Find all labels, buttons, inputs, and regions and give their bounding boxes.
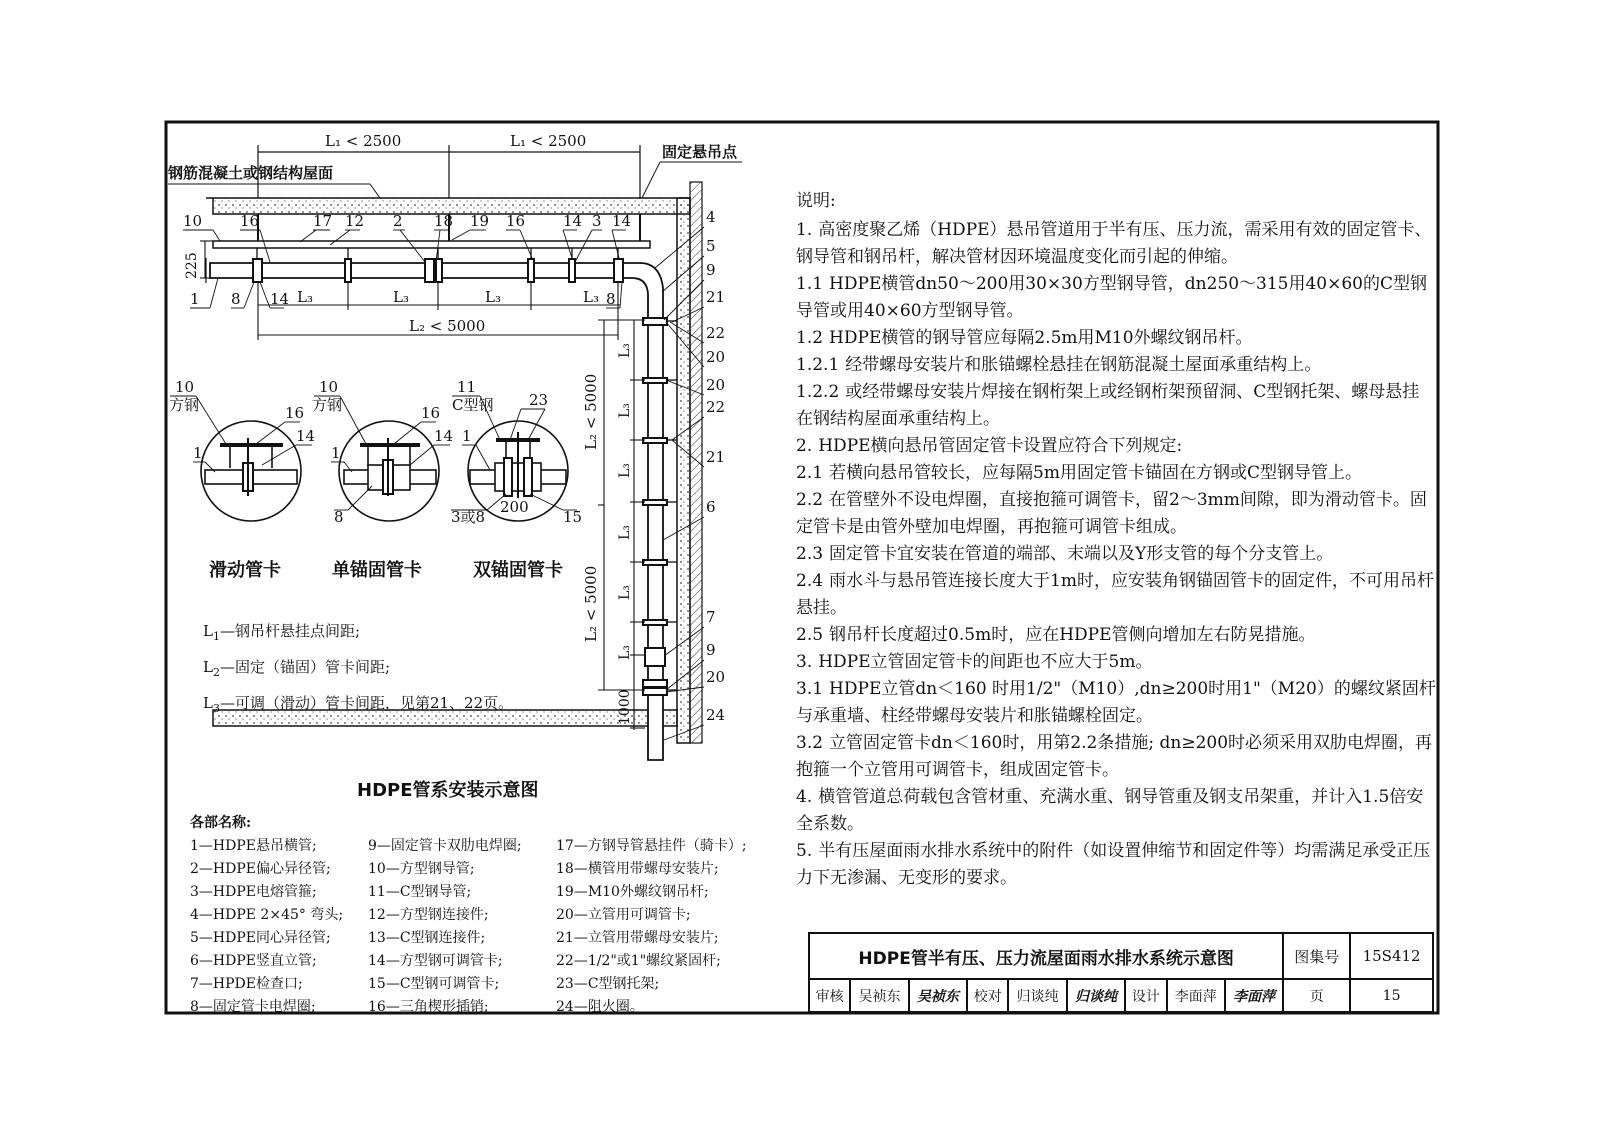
diagram-title: HDPE管系安装示意图	[357, 780, 539, 801]
d2-callout-16: 16	[421, 404, 441, 422]
definition-l3: $L_3—$可调（滑动）管卡间距，见第21、22页。	[203, 694, 514, 715]
dim-vl3-4: L₃	[617, 525, 633, 540]
part-item: 19—M10外螺纹钢吊杆;	[556, 884, 709, 900]
callout-14c: 14	[270, 290, 290, 308]
callout-3: 3	[592, 212, 602, 230]
callout-14a: 14	[563, 212, 583, 230]
caption-single-anchor-clamp: 单锚固管卡	[332, 560, 422, 581]
d1-callout-16: 16	[285, 404, 305, 422]
note-item: 4. 横管管道总荷载包含管材重、充满水重、钢导管重及钢支吊架重，并计入1.5倍安全系数。	[796, 787, 1424, 834]
part-item: 5—HDPE同心异径管;	[190, 930, 331, 946]
note-item: 1.2.2 或经带螺母安装片焊接在钢桁架上或经钢桁架预留洞、C型钢托架、螺母悬挂在钢结构屋面承重结构上。	[796, 382, 1420, 429]
parts-grid	[190, 836, 756, 1017]
part-item: 23—C型钢托架;	[556, 976, 660, 992]
svg-text:20: 20	[706, 668, 726, 686]
svg-text:5: 5	[706, 237, 716, 255]
designer-signature: 李面萍	[1225, 979, 1283, 1012]
d2-callout-1: 1	[331, 444, 341, 462]
svg-text:21: 21	[706, 448, 726, 466]
d1-callout-1: 1	[193, 444, 203, 462]
note-item: 5. 半有压屋面雨水排水系统中的附件（如设置伸缩节和固定件等）均需满足承受正压力下无渗漏、无变形的要求。	[796, 841, 1431, 888]
note-item: 2.3 固定管卡宜安装在管道的端部、末端以及Y形支管的每个分支管上。	[796, 544, 1334, 564]
reviewer-signature: 吴祯东	[909, 979, 967, 1012]
svg-text:20: 20	[706, 376, 726, 394]
svg-text:7: 7	[706, 608, 716, 626]
d3-callout-11: 11	[457, 378, 477, 396]
detail-sliding-clamp	[201, 421, 301, 521]
definition-l2: $L_2—$固定（锚固）管卡间距;	[203, 658, 391, 679]
d3-callout-23: 23	[529, 391, 549, 409]
callout-1: 1	[190, 290, 200, 308]
dim-l1-right: L₁ < 2500	[510, 132, 587, 150]
dim-l2-horizontal: L₂ < 5000	[409, 317, 486, 335]
part-item: 15—C型钢可调管卡;	[368, 976, 500, 992]
d3-dim-200: 200	[500, 498, 529, 516]
d3-callout-15: 15	[563, 508, 583, 526]
note-item: 3.2 立管固定管卡dn＜160时，用第2.2条措施; dn≥200时必须采用双肋电焊圈，再抱箍一个立管用可调管卡，组成固定管卡。	[796, 733, 1433, 780]
drawing-title: HDPE管半有压、压力流屋面雨水排水系统示意图	[809, 933, 1283, 979]
part-item: 13—C型钢连接件;	[368, 930, 486, 946]
d2-callout-14: 14	[434, 427, 454, 445]
checker-signature: 归谈纯	[1067, 979, 1125, 1012]
title-block	[808, 932, 1434, 1011]
callout-12: 12	[345, 212, 365, 230]
d3-c-steel: C型钢	[452, 396, 494, 414]
svg-text:24: 24	[706, 706, 726, 724]
note-item: 3. HDPE立管固定管卡的间距也不应大于5m。	[796, 652, 1153, 672]
note-item: 2. HDPE横向悬吊管固定管卡设置应符合下列规定:	[796, 436, 1183, 456]
note-item: 3.1 HDPE立管dn＜160 时用1/2"（M10）,dn≥200时用1"（M20）的螺纹紧固杆与承重墙、柱经带螺母安装片和胀锚螺栓固定。	[796, 679, 1436, 726]
svg-text:9: 9	[706, 261, 716, 279]
fixed-point-label: 固定悬吊点	[662, 143, 738, 161]
callout-8b: 8	[606, 290, 616, 308]
callout-17: 17	[313, 212, 333, 230]
dim-l3-1: L₃	[297, 288, 313, 306]
dim-vl3-5: L₃	[617, 585, 633, 600]
part-item: 11—C型钢导管;	[368, 884, 472, 900]
callout-16b: 16	[506, 212, 526, 230]
note-item: 1. 高密度聚乙烯（HDPE）悬吊管道用于半有压、压力流，需采用有效的固定管卡、钢导管和钢吊杆，解决管材因环境温度变化而引起的伸缩。	[796, 220, 1432, 267]
svg-text:6: 6	[706, 498, 716, 516]
d2-callout-8: 8	[334, 508, 344, 526]
part-item: 7—HPDE检查口;	[190, 976, 303, 992]
part-item: 8—固定管卡电焊圈;	[190, 999, 316, 1015]
d1-square-steel: 方钢	[169, 396, 200, 414]
note-item: 1.2 HDPE横管的钢导管应每隔2.5m用M10外螺纹钢吊杆。	[796, 328, 1253, 348]
dim-l3-3: L₃	[485, 288, 501, 306]
callout-18: 18	[434, 212, 454, 230]
part-item: 10—方型钢导管;	[368, 861, 475, 877]
roof-label: 钢筋混凝土或钢结构屋面	[168, 164, 334, 182]
part-item: 4—HDPE 2×45° 弯头;	[190, 907, 344, 923]
part-item: 14—方型钢可调管卡;	[368, 953, 503, 969]
check-label: 校对	[967, 979, 1008, 1012]
page-label: 页	[1283, 979, 1350, 1012]
callout-10: 10	[183, 212, 203, 230]
part-item: 20—立管用可调管卡;	[556, 907, 691, 923]
note-item: 1.2.1 经带螺母安装片和胀锚螺栓悬挂在钢筋混凝土屋面承重结构上。	[796, 355, 1322, 375]
part-item: 18—横管用带螺母安装片;	[556, 861, 719, 877]
caption-sliding-clamp: 滑动管卡	[209, 560, 281, 581]
note-item: 1.1 HDPE横管dn50～200用30×30方型钢导管，dn250～315用40×60的C型钢导管或用40×60方型钢导管。	[796, 274, 1428, 321]
notes	[796, 188, 1436, 892]
dim-l1-left: L₁ < 2500	[325, 132, 402, 150]
part-item: 6—HDPE竖直立管;	[190, 953, 317, 969]
callout-2: 2	[393, 212, 403, 230]
dim-l2-vertical-bottom: L₂ < 5000	[582, 565, 600, 642]
part-item: 3—HDPE电熔管箍;	[190, 884, 317, 900]
dim-vl3-2: L₃	[617, 403, 633, 418]
part-item: 21—立管用带螺母安装片;	[556, 930, 719, 946]
length-definitions	[203, 616, 513, 724]
svg-text:20: 20	[706, 348, 726, 366]
review-label: 审核	[809, 979, 850, 1012]
part-item: 1—HDPE悬吊横管;	[190, 838, 317, 854]
page-number: 15	[1350, 979, 1433, 1012]
part-item: 16—三角楔形插销;	[368, 999, 489, 1015]
part-item: 22—1/2"或1"螺纹紧固杆;	[556, 953, 721, 969]
parts-title: 各部名称:	[190, 815, 252, 831]
callout-19: 19	[470, 212, 490, 230]
svg-text:22: 22	[706, 324, 726, 342]
notes-title: 说明:	[796, 191, 836, 211]
part-item: 17—方钢导管悬挂件（骑卡）;	[556, 838, 747, 854]
dim-vl3-1: L₃	[617, 343, 633, 358]
dim-vl3-6: L₃	[617, 645, 633, 660]
d1-callout-14: 14	[296, 427, 316, 445]
d3-callout-3or8: 3或8	[451, 508, 486, 526]
designer-name: 李面萍	[1167, 979, 1225, 1012]
dim-vl3-3: L₃	[617, 463, 633, 478]
design-label: 设计	[1125, 979, 1166, 1012]
definition-l1: $L_1—$钢吊杆悬挂点间距;	[203, 622, 361, 643]
note-item: 2.5 钢吊杆长度超过0.5m时，应在HDPE管侧向增加左右防晃措施。	[796, 625, 1316, 645]
atlas-label: 图集号	[1283, 933, 1350, 979]
callout-8a: 8	[231, 290, 241, 308]
right-callouts	[706, 208, 725, 724]
dim-l3-4: L₃	[583, 288, 599, 306]
svg-text:9: 9	[706, 641, 716, 659]
d3-callout-1: 1	[462, 427, 472, 445]
dim-l3-2: L₃	[393, 288, 409, 306]
d2-square-steel: 方钢	[312, 396, 343, 414]
note-item: 2.4 雨水斗与悬吊管连接长度大于1m时，应安装角钢锚固管卡的固定件，不可用吊杆悬挂。	[796, 571, 1434, 618]
detail-single-anchor-clamp	[339, 421, 439, 521]
callout-16a: 16	[240, 212, 260, 230]
part-item: 2—HDPE偏心异径管;	[190, 861, 331, 877]
checker-name: 归谈纯	[1008, 979, 1066, 1012]
caption-double-anchor-clamp: 双锚固管卡	[473, 560, 563, 581]
atlas-number: 15S412	[1350, 933, 1433, 979]
callout-14b: 14	[612, 212, 632, 230]
svg-text:4: 4	[706, 208, 716, 226]
d2-callout-10: 10	[319, 378, 339, 396]
note-item: 2.2 在管壁外不设电焊圈，直接抱箍可调管卡，留2～3mm间隙，即为滑动管卡。固定管卡是由管外壁加电焊圈，再抱箍可调管卡组成。	[796, 490, 1427, 537]
dim-1000: 1000	[617, 689, 633, 725]
reviewer-name: 吴祯东	[850, 979, 908, 1012]
parts-list	[190, 812, 756, 1017]
part-item: 9—固定管卡双肋电焊圈;	[368, 838, 522, 854]
dim-225: 225	[184, 252, 200, 279]
part-item: 24—阻火圈。	[556, 999, 644, 1015]
svg-text:21: 21	[706, 288, 726, 306]
part-item: 12—方型钢连接件;	[368, 907, 489, 923]
d1-callout-10: 10	[175, 378, 195, 396]
svg-text:22: 22	[706, 398, 726, 416]
note-item: 2.1 若横向悬吊管较长，应每隔5m用固定管卡锚固在方钢或C型钢导管上。	[796, 463, 1362, 483]
dim-l2-vertical-top: L₂ < 5000	[582, 373, 600, 450]
